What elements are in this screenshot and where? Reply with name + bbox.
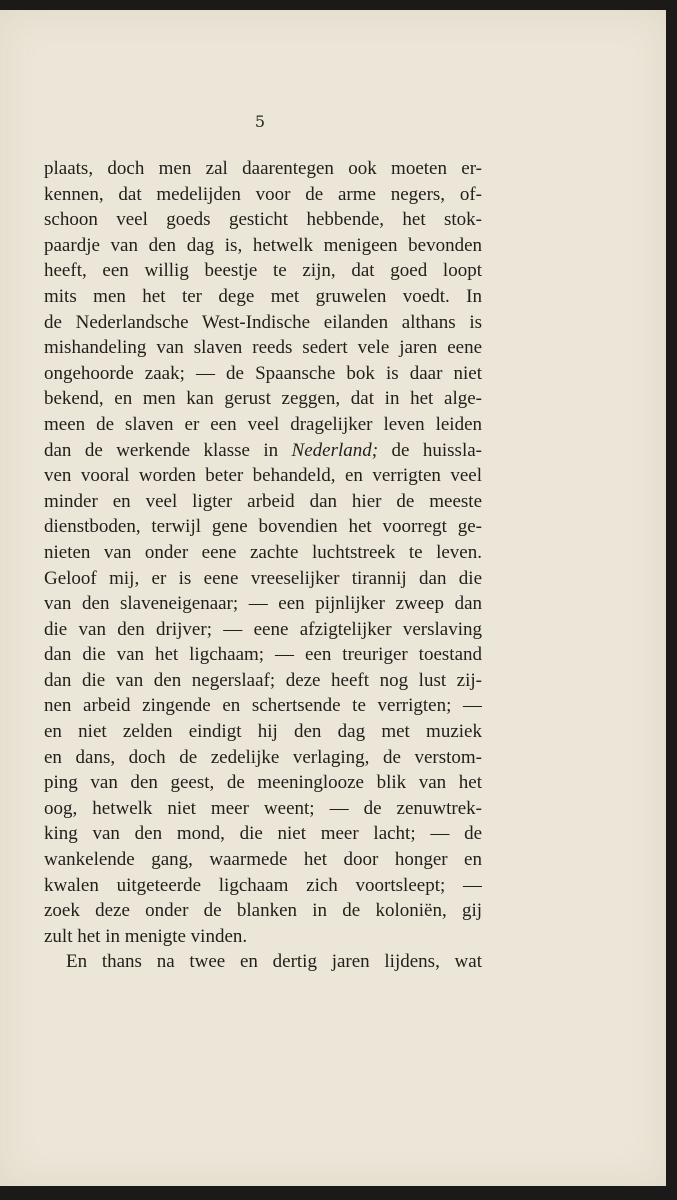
text-segment: de huissla- bbox=[378, 439, 482, 461]
text-line: bekend, en men kan gerust zeggen, dat in het alge- bbox=[44, 388, 482, 410]
text-segment: dan de werkende klasse in bbox=[44, 439, 292, 461]
text-line: plaats, doch men zal daarentegen ook moeten er- bbox=[44, 158, 482, 179]
text-line: schoon veel goeds gesticht hebbende, het stok- bbox=[44, 209, 482, 231]
text-line: ongehoorde zaak; — de Spaansche bok is daar niet bbox=[44, 362, 482, 384]
page-number: 5 bbox=[254, 112, 266, 131]
text-line: en niet zelden eindigt hij den dag met muziek bbox=[44, 721, 482, 743]
text-line: wankelende gang, waarmede het door honger en bbox=[44, 849, 482, 871]
text-line: king van den mond, die niet meer lacht; — de bbox=[44, 823, 482, 845]
text-line: zult het in menigte vinden. bbox=[44, 925, 248, 947]
text-line: minder en veel ligter arbeid dan hier de meeste bbox=[44, 490, 482, 512]
text-line bbox=[44, 438, 482, 464]
text-line: ven vooral worden beter behandeld, en verrigten veel bbox=[44, 465, 482, 487]
text-line: heeft, een willig beestje te zijn, dat goed loopt bbox=[44, 260, 482, 282]
text-line: nen arbeid zingende en schertsende te verrigten; — bbox=[44, 695, 482, 717]
text-line: zoek deze onder de blanken in de koloniën, gij bbox=[44, 900, 482, 922]
italic-place-name: Nederland; bbox=[291, 439, 379, 461]
text-line: de Nederlandsche West-Indische eilanden althans is bbox=[44, 311, 482, 333]
text-line: mits men het ter dege met gruwelen voedt. In bbox=[44, 285, 482, 307]
text-line: dan die van het ligchaam; — een treuriger toestand bbox=[44, 644, 482, 666]
text-line: paardje van den dag is, hetwelk menigeen bevonden bbox=[44, 234, 482, 256]
text-line: en dans, doch de zedelijke verlaging, de verstom- bbox=[44, 746, 482, 768]
text-line: van den slaveneigenaar; — een pijnlijker zweep dan bbox=[44, 593, 482, 615]
text-line: kennen, dat medelijden voor de arme negers, of- bbox=[44, 183, 482, 205]
text-line: oog, hetwelk niet meer weent; — de zenuwtrek- bbox=[44, 797, 482, 819]
text-line: kwalen uitgeteerde ligchaam zich voortsleept; — bbox=[44, 874, 482, 896]
text-line: dan die van den negerslaaf; deze heeft nog lust zij- bbox=[44, 669, 482, 691]
text-line: dienstboden, terwijl gene bovendien het voorregt ge- bbox=[44, 516, 482, 538]
text-line: meen de slaven er een veel dragelijker leven leiden bbox=[44, 413, 482, 435]
text-line: nieten van onder eene zachte luchtstreek te leven. bbox=[44, 541, 482, 563]
text-line: mishandeling van slaven reeds sedert vele jaren eene bbox=[44, 337, 482, 359]
text-line: Geloof mij, er is eene vreeselijker tirannij dan die bbox=[44, 567, 482, 589]
book-page bbox=[0, 10, 666, 1186]
body-text bbox=[44, 156, 482, 975]
text-line: die van den drijver; — eene afzigtelijker verslaving bbox=[44, 618, 482, 640]
text-line: ping van den geest, de meeninglooze blik van het bbox=[44, 772, 482, 794]
text-line: En thans na twee en dertig jaren lijdens, wat bbox=[66, 951, 482, 973]
